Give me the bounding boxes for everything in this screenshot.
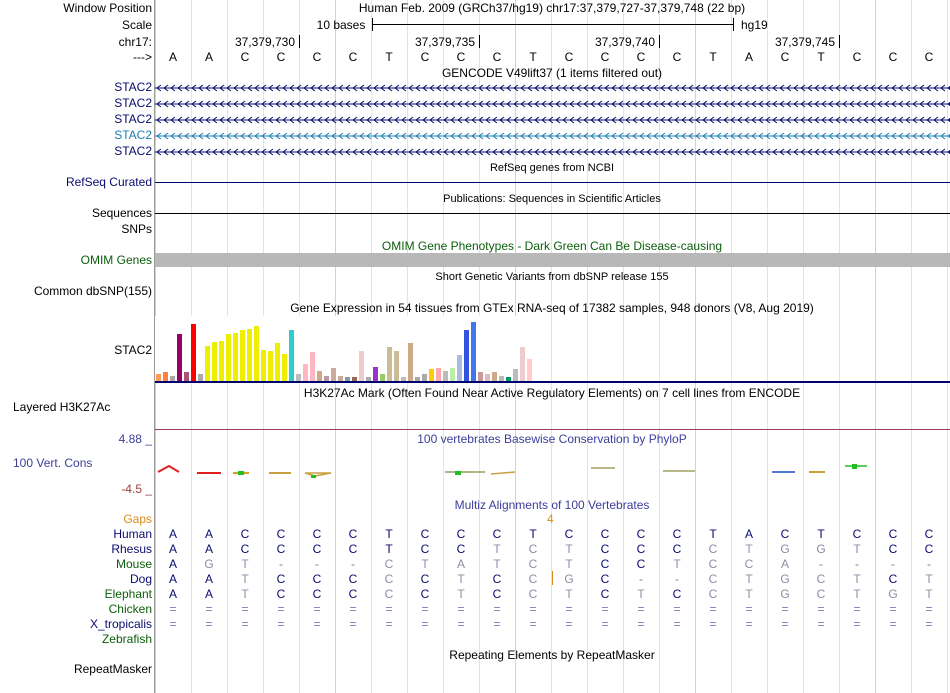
scale-bar-text: 10 bases — [316, 18, 366, 32]
alignment-base: C — [312, 572, 322, 586]
scale-bar-left-tick — [372, 18, 373, 31]
gtex-tissue-bar[interactable] — [513, 369, 518, 381]
alignment-base: C — [888, 572, 898, 586]
gtex-tissue-bar[interactable] — [261, 350, 266, 381]
scale-bar-right-tick — [733, 18, 734, 31]
alignment-base: C — [240, 542, 250, 556]
alignment-base: = — [421, 602, 429, 616]
gtex-tissue-bar[interactable] — [303, 364, 308, 381]
assembly-position-text: Human Feb. 2009 (GRCh37/hg19) chr17:37,379,727-37,379,748 (22 bp) — [358, 1, 746, 15]
alignment-base: = — [673, 617, 681, 631]
gaps-label: Gaps — [123, 512, 152, 526]
dna-base: C — [456, 50, 466, 64]
gtex-tissue-bar[interactable] — [219, 341, 224, 381]
alignment-base: = — [493, 617, 501, 631]
multiz-track-title: Multiz Alignments of 100 Vertebrates — [454, 498, 650, 512]
alignment-base: T — [565, 587, 573, 601]
gtex-tissue-bar[interactable] — [156, 374, 161, 381]
gtex-tissue-bar[interactable] — [282, 354, 287, 381]
h3k27ac-track-title: H3K27Ac Mark (Often Found Near Active Regulatory Elements) on 7 cell lines from ENCODE — [303, 386, 801, 400]
ruler-tick — [299, 35, 300, 48]
alignment-base: C — [924, 542, 934, 556]
alignment-base: C — [636, 557, 646, 571]
dna-base: C — [780, 50, 790, 64]
dna-base: C — [312, 50, 322, 64]
alignment-base: C — [420, 587, 430, 601]
alignment-base: C — [672, 527, 682, 541]
alignment-base: C — [312, 542, 322, 556]
species-label[interactable]: Dog — [129, 572, 152, 586]
alignment-base: C — [384, 572, 394, 586]
alignment-base: T — [493, 542, 501, 556]
alignment-base: A — [204, 587, 213, 601]
conservation-ymax: 4.88 _ — [118, 432, 152, 446]
alignment-base: A — [744, 527, 753, 541]
publications-track-title: Publications: Sequences in Scientific Articles — [443, 193, 661, 205]
conservation-peak — [305, 473, 331, 476]
alignment-base: G — [780, 572, 790, 586]
alignment-base: - — [927, 557, 931, 571]
alignment-base: T — [241, 572, 249, 586]
alignment-base: C — [816, 572, 826, 586]
dna-base: C — [564, 50, 574, 64]
species-label[interactable]: X_tropicalis — [89, 617, 152, 631]
alignment-base: C — [780, 527, 790, 541]
alignment-base: T — [241, 557, 249, 571]
alignment-base: = — [925, 617, 933, 631]
alignment-base: T — [853, 587, 861, 601]
ruler-position-label: 37,379,735 — [414, 35, 475, 49]
alignment-base: = — [889, 617, 897, 631]
refseq-track-title: RefSeq genes from NCBI — [489, 162, 615, 174]
alignment-base: = — [457, 617, 465, 631]
alignment-base: C — [816, 587, 826, 601]
alignment-base: = — [277, 602, 285, 616]
alignment-base: C — [600, 542, 610, 556]
alignment-base: = — [169, 617, 177, 631]
alignment-base: C — [348, 542, 358, 556]
alignment-base: A — [168, 542, 177, 556]
alignment-base: A — [780, 557, 789, 571]
alignment-base: = — [781, 602, 789, 616]
dna-base: T — [709, 50, 717, 64]
refseq-gene-line[interactable] — [155, 182, 950, 183]
dna-base: T — [385, 50, 393, 64]
alignment-base: C — [636, 527, 646, 541]
gencode-gene-line[interactable] — [155, 114, 950, 126]
alignment-base: = — [385, 602, 393, 616]
alignment-base: = — [601, 617, 609, 631]
ruler-tick — [839, 35, 840, 48]
alignment-base: = — [817, 602, 825, 616]
alignment-base: C — [708, 557, 718, 571]
gtex-tissue-bar[interactable] — [177, 334, 182, 381]
alignment-base: C — [528, 587, 538, 601]
omim-track-title: OMIM Gene Phenotypes - Dark Green Can Be Disease-causing — [381, 239, 723, 253]
alignment-base: C — [636, 542, 646, 556]
gtex-tissue-bar[interactable] — [422, 374, 427, 381]
alignment-base: = — [817, 617, 825, 631]
dna-base: T — [529, 50, 537, 64]
alignment-base: T — [637, 587, 645, 601]
gencode-item-label[interactable]: STAC2 — [114, 96, 152, 110]
alignment-base: C — [348, 527, 358, 541]
alignment-base: A — [168, 587, 177, 601]
gtex-tissue-bar[interactable] — [205, 346, 210, 381]
alignment-base: C — [708, 572, 718, 586]
alignment-base: - — [855, 557, 859, 571]
alignment-base: = — [709, 602, 717, 616]
gtex-tissue-bar[interactable] — [331, 368, 336, 381]
alignment-base: T — [745, 587, 753, 601]
gtex-tissue-bar[interactable] — [233, 333, 238, 381]
gtex-tissue-bar[interactable] — [443, 371, 448, 381]
alignment-base: C — [672, 587, 682, 601]
dna-base: C — [276, 50, 286, 64]
dna-base: C — [240, 50, 250, 64]
alignment-base: T — [565, 557, 573, 571]
alignment-base: C — [456, 527, 466, 541]
scale-label: Scale — [121, 18, 152, 32]
ruler-position-label: 37,379,730 — [234, 35, 295, 49]
alignment-base: C — [600, 527, 610, 541]
gtex-tissue-bar[interactable] — [254, 326, 259, 381]
strand-label: ---> — [133, 50, 152, 64]
alignment-base: C — [708, 542, 718, 556]
alignment-base: = — [745, 617, 753, 631]
track-display-area[interactable] — [155, 0, 950, 693]
gtex-tissue-bar[interactable] — [429, 369, 434, 381]
alignment-base: C — [420, 542, 430, 556]
alignment-base: C — [492, 587, 502, 601]
h3k27ac-line[interactable] — [155, 429, 950, 430]
species-label[interactable]: Chicken — [108, 602, 152, 616]
alignment-base: T — [673, 557, 681, 571]
alignment-base: = — [565, 617, 573, 631]
conservation-track-label[interactable]: 100 Vert. Cons — [13, 456, 93, 470]
alignment-base: = — [493, 602, 501, 616]
species-label[interactable]: Rhesus — [111, 542, 152, 556]
gtex-tissue-bar[interactable] — [408, 343, 413, 381]
alignment-base: - — [639, 572, 643, 586]
gtex-baseline — [155, 381, 950, 383]
dbsnp-track-title: Short Genetic Variants from dbSNP release 155 — [435, 271, 669, 283]
conservation-peak — [238, 471, 244, 475]
conservation-peak — [311, 475, 316, 478]
alignment-base: A — [204, 542, 213, 556]
dna-base: C — [420, 50, 430, 64]
alignment-base: = — [349, 602, 357, 616]
alignment-base: = — [565, 602, 573, 616]
alignment-base: T — [421, 557, 429, 571]
alignment-base: C — [384, 557, 394, 571]
alignment-base: = — [421, 617, 429, 631]
alignment-base: C — [744, 557, 754, 571]
alignment-base: = — [529, 617, 537, 631]
alignment-base: = — [241, 617, 249, 631]
gencode-item-label[interactable]: STAC2 — [114, 80, 152, 94]
scale-assembly-text: hg19 — [741, 18, 768, 32]
ruler-tick — [479, 35, 480, 48]
gtex-tissue-bar[interactable] — [471, 322, 476, 381]
gencode-gene-line[interactable] — [155, 98, 950, 110]
track-label-panel — [0, 0, 154, 693]
gtex-tissue-bar[interactable] — [247, 329, 252, 381]
gtex-track-title: Gene Expression in 54 tissues from GTEx RNA-seq of 17382 samples, 948 donors (V8, Aug 2019) — [290, 301, 814, 315]
alignment-base: - — [819, 557, 823, 571]
gtex-bar-chart[interactable] — [155, 316, 535, 381]
gtex-tissue-bar[interactable] — [226, 334, 231, 381]
species-label[interactable]: Human — [113, 527, 152, 541]
gtex-tissue-bar[interactable] — [275, 343, 280, 381]
alignment-base: = — [385, 617, 393, 631]
species-label[interactable]: Elephant — [104, 587, 152, 601]
alignment-base: T — [385, 527, 393, 541]
alignment-base: C — [600, 587, 610, 601]
alignment-base: C — [420, 527, 430, 541]
conservation-signal[interactable] — [155, 460, 950, 485]
gtex-tissue-bar[interactable] — [212, 342, 217, 381]
repeatmasker-track-title: Repeating Elements by RepeatMasker — [449, 648, 655, 662]
alignment-base: = — [277, 617, 285, 631]
gtex-tissue-bar[interactable] — [436, 368, 441, 381]
dna-base: C — [672, 50, 682, 64]
ruler-position-label: 37,379,745 — [774, 35, 835, 49]
omim-track-label[interactable]: OMIM Genes — [80, 253, 152, 267]
gtex-tissue-bar[interactable] — [450, 368, 455, 381]
conservation-track-title: 100 vertebrates Basewise Conservation by PhyloP — [417, 432, 687, 446]
gtex-tissue-bar[interactable] — [373, 367, 378, 381]
gtex-tissue-bar[interactable] — [198, 374, 203, 381]
alignment-base: T — [457, 572, 465, 586]
alignment-base: A — [168, 572, 177, 586]
alignment-base: C — [456, 542, 466, 556]
alignment-base: T — [853, 542, 861, 556]
gtex-tissue-bar[interactable] — [317, 371, 322, 381]
repeatmasker-track-label[interactable]: RepeatMasker — [73, 662, 152, 676]
species-label[interactable]: Zebrafish — [101, 632, 152, 646]
gencode-gene-line[interactable] — [155, 146, 950, 158]
alignment-base: C — [348, 587, 358, 601]
dna-base: C — [852, 50, 862, 64]
alignment-base: C — [600, 557, 610, 571]
alignment-base: T — [745, 542, 753, 556]
gtex-tissue-bar[interactable] — [296, 374, 301, 381]
alignment-base: T — [457, 587, 465, 601]
alignment-base: T — [709, 527, 717, 541]
alignment-base: = — [745, 602, 753, 616]
alignment-base: = — [601, 602, 609, 616]
alignment-base: A — [204, 527, 213, 541]
alignment-base: G — [816, 542, 826, 556]
alignment-base: A — [204, 572, 213, 586]
alignment-base: = — [205, 617, 213, 631]
gtex-tissue-bar[interactable] — [359, 351, 364, 381]
alignment-base: C — [924, 527, 934, 541]
gap-count: 4 — [547, 512, 554, 526]
gtex-tissue-bar[interactable] — [289, 330, 294, 381]
alignment-base: = — [205, 602, 213, 616]
gtex-tissue-bar[interactable] — [184, 372, 189, 381]
gencode-item-label[interactable]: STAC2 — [114, 144, 152, 158]
dbsnp-track-label[interactable]: Common dbSNP(155) — [33, 284, 152, 298]
alignment-base: = — [673, 602, 681, 616]
conservation-peak — [491, 472, 515, 474]
alignment-base: C — [528, 572, 538, 586]
gencode-item-label[interactable]: STAC2 — [114, 112, 152, 126]
alignment-base: = — [313, 617, 321, 631]
alignment-base: C — [528, 542, 538, 556]
gtex-tissue-bar[interactable] — [478, 372, 483, 381]
gtex-tissue-bar[interactable] — [387, 347, 392, 381]
dna-base: A — [168, 50, 177, 64]
alignment-base: C — [888, 542, 898, 556]
snps-track-label[interactable]: SNPs — [121, 222, 152, 236]
dna-base: C — [924, 50, 934, 64]
window-position-label: Window Position — [63, 1, 152, 15]
alignment-base: C — [276, 527, 286, 541]
omim-gene-bar[interactable] — [155, 253, 950, 267]
gencode-gene-line[interactable] — [155, 82, 950, 94]
alignment-base: T — [925, 587, 933, 601]
conservation-peak — [158, 466, 179, 472]
alignment-base: G — [204, 557, 214, 571]
alignment-base: - — [279, 557, 283, 571]
scale-bar — [372, 24, 733, 25]
alignment-base: G — [780, 542, 790, 556]
alignment-base: - — [891, 557, 895, 571]
gtex-tissue-bar[interactable] — [163, 372, 168, 381]
chrom-label: chr17: — [118, 35, 152, 49]
gtex-tissue-bar[interactable] — [268, 351, 273, 381]
alignment-base: A — [168, 557, 177, 571]
alignment-base: C — [276, 542, 286, 556]
alignment-base: G — [888, 587, 898, 601]
publications-track-label[interactable]: Sequences — [91, 206, 152, 220]
alignment-base: C — [528, 557, 538, 571]
gtex-tissue-bar[interactable] — [485, 374, 490, 381]
alignment-base: A — [168, 527, 177, 541]
alignment-base: = — [313, 602, 321, 616]
alignment-base: = — [169, 602, 177, 616]
gtex-tissue-bar[interactable] — [464, 330, 469, 381]
alignment-base: G — [564, 572, 574, 586]
gtex-tissue-bar[interactable] — [380, 374, 385, 381]
gtex-track-label[interactable]: STAC2 — [114, 343, 152, 357]
alignment-base: = — [457, 602, 465, 616]
alignment-base: T — [853, 572, 861, 586]
alignment-base: = — [853, 602, 861, 616]
alignment-base: = — [853, 617, 861, 631]
gtex-tissue-bar[interactable] — [457, 355, 462, 381]
alignment-base: C — [492, 572, 502, 586]
alignment-base: C — [888, 527, 898, 541]
ruler-tick — [659, 35, 660, 48]
conservation-peak — [852, 464, 857, 469]
ruler-position-label: 37,379,740 — [594, 35, 655, 49]
alignment-base: C — [708, 587, 718, 601]
alignment-base: G — [780, 587, 790, 601]
alignment-base: C — [276, 587, 286, 601]
alignment-base: - — [315, 557, 319, 571]
alignment-base: C — [564, 527, 574, 541]
gtex-tissue-bar[interactable] — [310, 352, 315, 381]
alignment-base: C — [672, 542, 682, 556]
alignment-base: = — [709, 617, 717, 631]
alignment-base: C — [348, 572, 358, 586]
alignment-base: - — [675, 572, 679, 586]
gtex-tissue-bar[interactable] — [527, 359, 532, 381]
alignment-base: T — [817, 527, 825, 541]
alignment-base: C — [492, 527, 502, 541]
alignment-base: T — [925, 572, 933, 586]
alignment-base: C — [312, 527, 322, 541]
alignment-base: C — [312, 587, 322, 601]
alignment-base: C — [420, 572, 430, 586]
alignment-base: T — [565, 542, 573, 556]
alignment-base: C — [276, 572, 286, 586]
dna-base: C — [348, 50, 358, 64]
dna-base: C — [600, 50, 610, 64]
gtex-tissue-bar[interactable] — [240, 330, 245, 381]
alignment-base: T — [241, 587, 249, 601]
publications-line[interactable] — [155, 213, 950, 214]
dna-base: A — [204, 50, 213, 64]
gtex-tissue-bar[interactable] — [394, 351, 399, 381]
alignment-base: T — [529, 527, 537, 541]
dna-base: C — [636, 50, 646, 64]
gencode-item-label[interactable]: STAC2 — [114, 128, 152, 142]
alignment-base: = — [349, 617, 357, 631]
alignment-base: T — [745, 572, 753, 586]
alignment-base: T — [493, 557, 501, 571]
gtex-tissue-bar[interactable] — [191, 324, 196, 381]
alignment-base: = — [925, 602, 933, 616]
alignment-base: = — [637, 602, 645, 616]
conservation-peak — [455, 471, 461, 475]
gencode-gene-line[interactable] — [155, 130, 950, 142]
dna-base: A — [744, 50, 753, 64]
conservation-ymin: -4.5 _ — [121, 482, 152, 496]
alignment-base: A — [456, 557, 465, 571]
alignment-base: C — [384, 587, 394, 601]
alignment-base: C — [600, 572, 610, 586]
alignment-base: C — [852, 527, 862, 541]
h3k27ac-track-label[interactable]: Layered H3K27Ac — [13, 400, 111, 414]
dna-base: T — [817, 50, 825, 64]
alignment-base: = — [529, 602, 537, 616]
alignment-base: = — [781, 617, 789, 631]
dna-base: C — [888, 50, 898, 64]
refseq-track-label[interactable]: RefSeq Curated — [65, 175, 152, 189]
alignment-base: T — [385, 542, 393, 556]
species-label[interactable]: Mouse — [115, 557, 152, 571]
alignment-base: = — [889, 602, 897, 616]
gencode-track-title: GENCODE V49lift37 (1 items filtered out) — [441, 66, 663, 80]
gtex-tissue-bar[interactable] — [492, 372, 497, 381]
alignment-base: = — [241, 602, 249, 616]
dna-base: C — [492, 50, 502, 64]
alignment-base: C — [240, 527, 250, 541]
alignment-base: - — [351, 557, 355, 571]
gtex-tissue-bar[interactable] — [520, 347, 525, 381]
alignment-base: = — [637, 617, 645, 631]
